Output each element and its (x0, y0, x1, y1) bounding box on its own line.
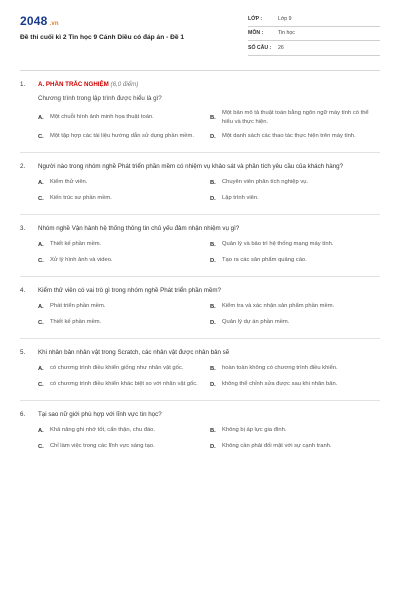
answer-option[interactable] (38, 441, 210, 452)
question-number: 1. (20, 81, 26, 88)
meta-value: Lớp 9 (278, 15, 292, 22)
meta-key: LỚP : (248, 15, 263, 22)
option-letter: B. (210, 427, 216, 434)
section-title: A. PHẦN TRẮC NGHIỆM (38, 81, 109, 88)
question-item (20, 348, 380, 401)
option-letter: D. (210, 257, 216, 264)
answer-options (38, 239, 380, 266)
answer-option[interactable] (210, 131, 380, 142)
option-letter: D. (210, 443, 216, 450)
question-number: 6. (20, 411, 26, 419)
question-number: 5. (20, 349, 26, 357)
answer-option[interactable] (38, 239, 210, 250)
question-item (20, 162, 380, 215)
document-title: Đề thi cuối kì 2 Tin học 9 Cánh Diều có đáp án - Đề 1 (20, 34, 185, 41)
option-text: Thiết kế phần mềm. (50, 241, 102, 248)
option-letter: D. (210, 319, 216, 326)
option-text: Chuyên viên phân tích nghiệp vụ. (222, 179, 309, 186)
option-letter: A. (38, 303, 44, 310)
option-text: Xử lý hình ảnh và video. (50, 257, 113, 264)
option-text: không thể chỉnh sửa được sau khi nhân bản. (222, 381, 338, 388)
option-text: Một danh sách các thao tác thực hiện trên máy tính. (222, 133, 356, 140)
answer-option[interactable] (38, 379, 210, 390)
option-text: hoàn toàn không có chương trình điều khiển. (222, 365, 338, 372)
exam-meta (248, 12, 380, 56)
meta-row-count (248, 41, 380, 56)
option-text: Quản lý và bảo trì hệ thống mạng máy tính. (222, 241, 334, 248)
question-item (20, 410, 380, 462)
option-text: Khả năng ghi nhớ tốt, cẩn thận, chu đáo. (50, 427, 156, 434)
answer-option[interactable] (38, 301, 210, 312)
meta-key: MÔN : (248, 30, 264, 37)
answer-option[interactable] (210, 109, 380, 126)
answer-option[interactable] (38, 193, 210, 204)
meta-key: SỐ CÂU : (248, 44, 272, 51)
answer-option[interactable] (210, 317, 380, 328)
option-letter: C. (38, 133, 44, 140)
option-text: Thiết kế phần mềm. (50, 319, 102, 326)
answer-option[interactable] (38, 317, 210, 328)
answer-option[interactable] (210, 177, 380, 188)
question-item (20, 286, 380, 339)
answer-options (38, 301, 380, 328)
option-letter: B. (210, 114, 216, 121)
option-letter: B. (210, 303, 216, 310)
logo-text: 2048 (20, 14, 48, 28)
answer-option[interactable] (210, 441, 380, 452)
answer-options (38, 109, 380, 142)
answer-option[interactable] (38, 363, 210, 374)
question-item (20, 224, 380, 277)
option-text: Không bị áp lực gia đình. (222, 427, 287, 434)
option-letter: C. (38, 443, 44, 450)
question-text: Khi nhân bản nhân vật trong Scratch, các nhân vật được nhân bản sẽ (38, 349, 230, 357)
question-list (20, 80, 380, 471)
option-text: Tạo ra các sản phẩm quảng cáo. (222, 257, 307, 264)
section-score: (6,0 điểm) (110, 81, 139, 88)
answer-option[interactable] (38, 255, 210, 266)
meta-row-subject (248, 27, 380, 42)
question-number: 2. (20, 163, 26, 171)
option-letter: D. (210, 133, 216, 140)
option-letter: C. (38, 195, 44, 202)
answer-options (38, 363, 380, 390)
question-text: Chương trình trong lập trình được hiểu là gì? (38, 95, 162, 102)
option-letter: C. (38, 257, 44, 264)
question-text: Kiểm thử viên có vai trò gì trong nhóm nghề Phát triển phần mềm? (38, 287, 221, 295)
option-letter: A. (38, 241, 44, 248)
option-text: Kiểm tra và xác nhận sản phẩm phần mềm. (222, 303, 335, 310)
option-letter: B. (210, 179, 216, 186)
option-text: Phát triển phần mềm. (50, 303, 106, 310)
question-number: 4. (20, 287, 26, 295)
answer-option[interactable] (210, 239, 380, 250)
site-logo[interactable] (20, 14, 59, 28)
header-divider (20, 70, 380, 71)
option-text: Kiến trúc sư phần mềm. (50, 195, 112, 202)
answer-option[interactable] (38, 425, 210, 436)
option-letter: A. (38, 365, 44, 372)
option-letter: C. (38, 319, 44, 326)
answer-option[interactable] (210, 255, 380, 266)
option-text: Một chuỗi hình ảnh minh họa thuật toán. (50, 114, 154, 121)
answer-option[interactable] (210, 301, 380, 312)
option-text: Một bản mô tả thuật toán bằng ngôn ngữ máy tính có thể hiểu và thực hiện. (222, 110, 369, 125)
option-text: Lập trình viên. (222, 195, 259, 202)
option-letter: A. (38, 179, 44, 186)
option-text: có chương trình điều khiển giống như nhân vật gốc. (50, 365, 184, 372)
meta-value: 26 (278, 44, 284, 51)
option-letter: A. (38, 114, 44, 121)
question-text: Người nào trong nhóm nghề Phát triển phần mềm có nhiệm vụ khảo sát và phân tích yêu cầu của khách hàng? (38, 163, 344, 171)
option-text: Một tập hợp các tài liệu hướng dẫn sử dụng phần mềm. (50, 133, 194, 140)
answer-option[interactable] (210, 193, 380, 204)
option-text: Chỉ làm việc trong các lĩnh vực sáng tạo. (50, 443, 155, 450)
meta-row-class (248, 12, 380, 27)
option-text: có chương trình điều khiển khác biệt so với nhân vật gốc. (50, 381, 198, 388)
question-text: Tại sao nữ giới phù hợp với lĩnh vực tin học? (38, 411, 162, 419)
option-letter: A. (38, 427, 44, 434)
answer-options (38, 425, 380, 452)
option-letter: D. (210, 195, 216, 202)
answer-option[interactable] (38, 109, 210, 126)
option-letter: B. (210, 365, 216, 372)
option-letter: C. (38, 381, 44, 388)
option-letter: B. (210, 241, 216, 248)
page-header (20, 12, 380, 70)
answer-option[interactable] (38, 177, 210, 188)
logo-suffix: .vn (49, 21, 59, 27)
option-letter: D. (210, 381, 216, 388)
option-text: Kiểm thử viên. (50, 179, 88, 186)
answer-option[interactable] (210, 363, 380, 374)
answer-option[interactable] (210, 425, 380, 436)
option-text: Không cần phải đối mặt với sự cạnh tranh. (222, 443, 332, 450)
answer-option[interactable] (210, 379, 380, 390)
question-number: 3. (20, 225, 26, 233)
meta-value: Tin học (278, 30, 295, 37)
question-text: Nhóm nghề Vận hành hệ thống thông tin chủ yếu đảm nhận nhiệm vụ gì? (38, 225, 240, 233)
option-text: Quản lý dự án phần mềm. (222, 319, 290, 326)
question-item (20, 80, 380, 153)
answer-options (38, 177, 380, 204)
answer-option[interactable] (38, 131, 210, 142)
